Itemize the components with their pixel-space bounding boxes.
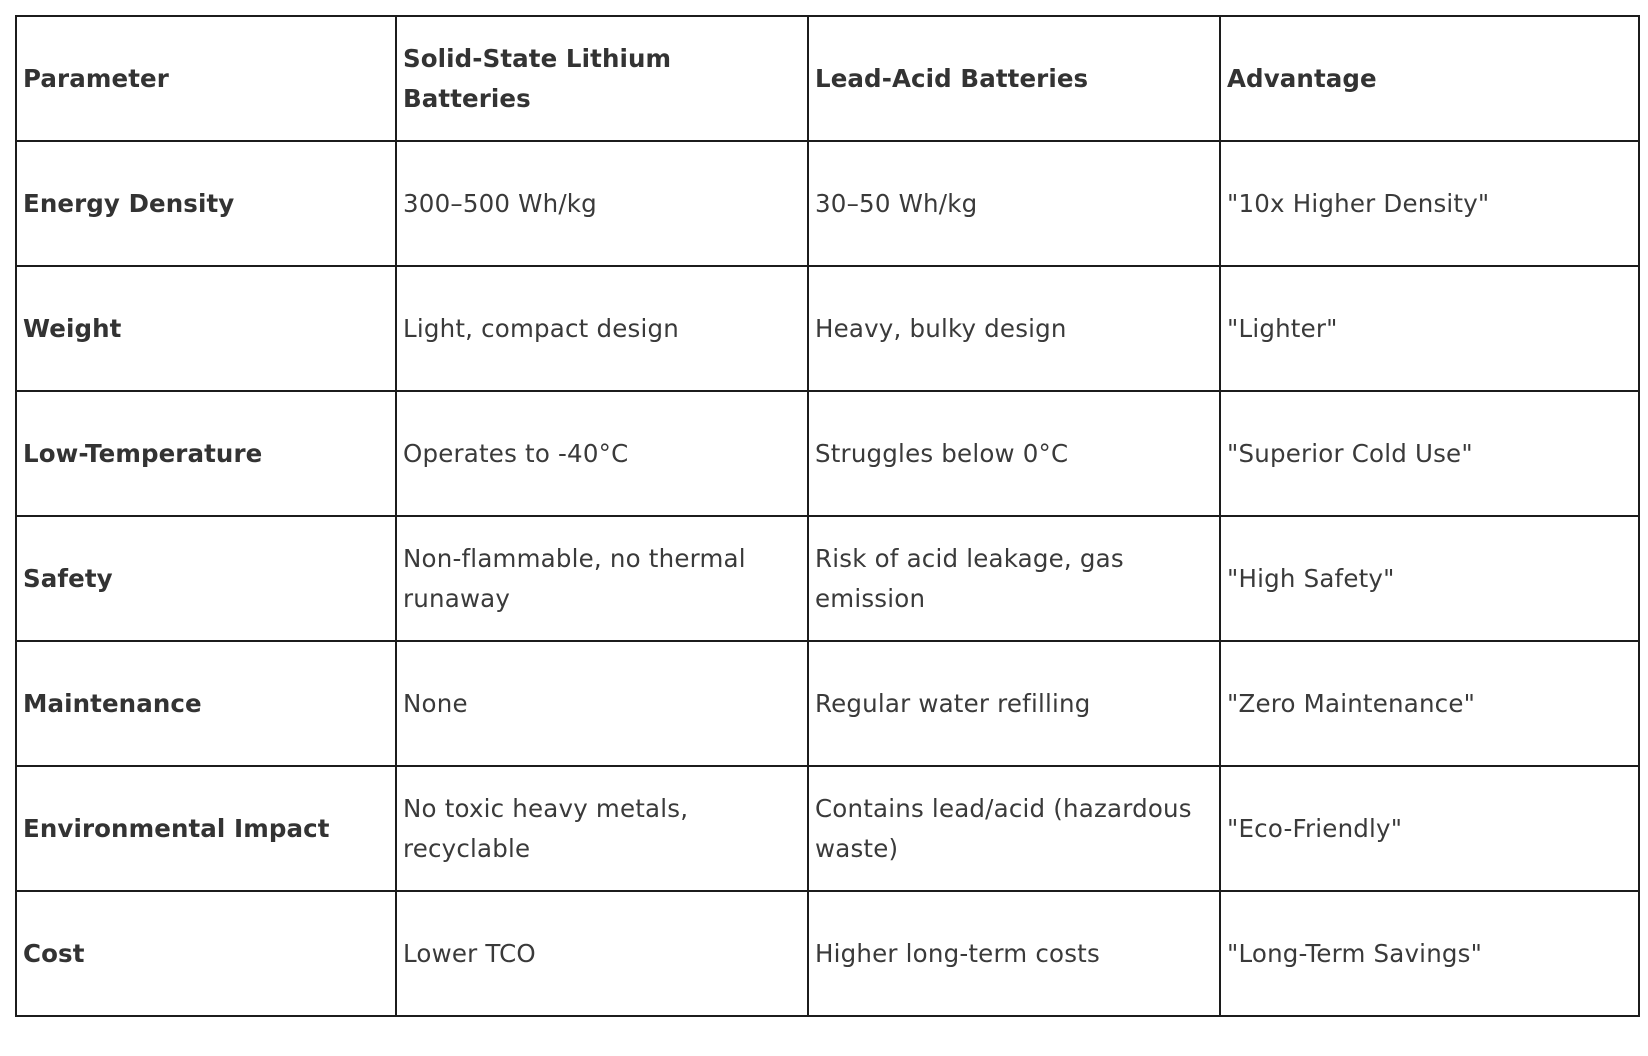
row-advantage: "Long-Term Savings" [1220,891,1639,1016]
row-solid-state-value: Light, compact design [396,266,808,391]
row-lead-acid-value: Heavy, bulky design [808,266,1220,391]
row-solid-state-value: Lower TCO [396,891,808,1016]
header-advantage: Advantage [1220,16,1639,141]
row-solid-state-value: No toxic heavy metals, recyclable [396,766,808,891]
row-solid-state-value: 300–500 Wh/kg [396,141,808,266]
row-solid-state-value: Operates to -40°C [396,391,808,516]
table-row [16,516,1639,641]
row-parameter: Low-Temperature [16,391,396,516]
comparison-table [15,15,1640,1017]
row-lead-acid-value: Contains lead/acid (hazardous waste) [808,766,1220,891]
row-advantage: "Superior Cold Use" [1220,391,1639,516]
row-lead-acid-value: Struggles below 0°C [808,391,1220,516]
row-advantage: "High Safety" [1220,516,1639,641]
header-lead-acid: Lead-Acid Batteries [808,16,1220,141]
row-advantage: "Lighter" [1220,266,1639,391]
row-lead-acid-value: 30–50 Wh/kg [808,141,1220,266]
table-row [16,141,1639,266]
row-parameter: Cost [16,891,396,1016]
row-advantage: "Zero Maintenance" [1220,641,1639,766]
row-solid-state-value: Non-flammable, no thermal runaway [396,516,808,641]
row-parameter: Safety [16,516,396,641]
header-solid-state: Solid-State Lithium Batteries [396,16,808,141]
row-parameter: Maintenance [16,641,396,766]
row-parameter: Environmental Impact [16,766,396,891]
row-parameter: Weight [16,266,396,391]
table-row [16,266,1639,391]
table-row [16,766,1639,891]
row-lead-acid-value: Higher long-term costs [808,891,1220,1016]
table-header-row [16,16,1639,141]
header-parameter: Parameter [16,16,396,141]
table-row [16,641,1639,766]
table-row [16,391,1639,516]
row-parameter: Energy Density [16,141,396,266]
row-lead-acid-value: Regular water refilling [808,641,1220,766]
row-solid-state-value: None [396,641,808,766]
row-advantage: "10x Higher Density" [1220,141,1639,266]
row-advantage: "Eco-Friendly" [1220,766,1639,891]
row-lead-acid-value: Risk of acid leakage, gas emission [808,516,1220,641]
table-row [16,891,1639,1016]
